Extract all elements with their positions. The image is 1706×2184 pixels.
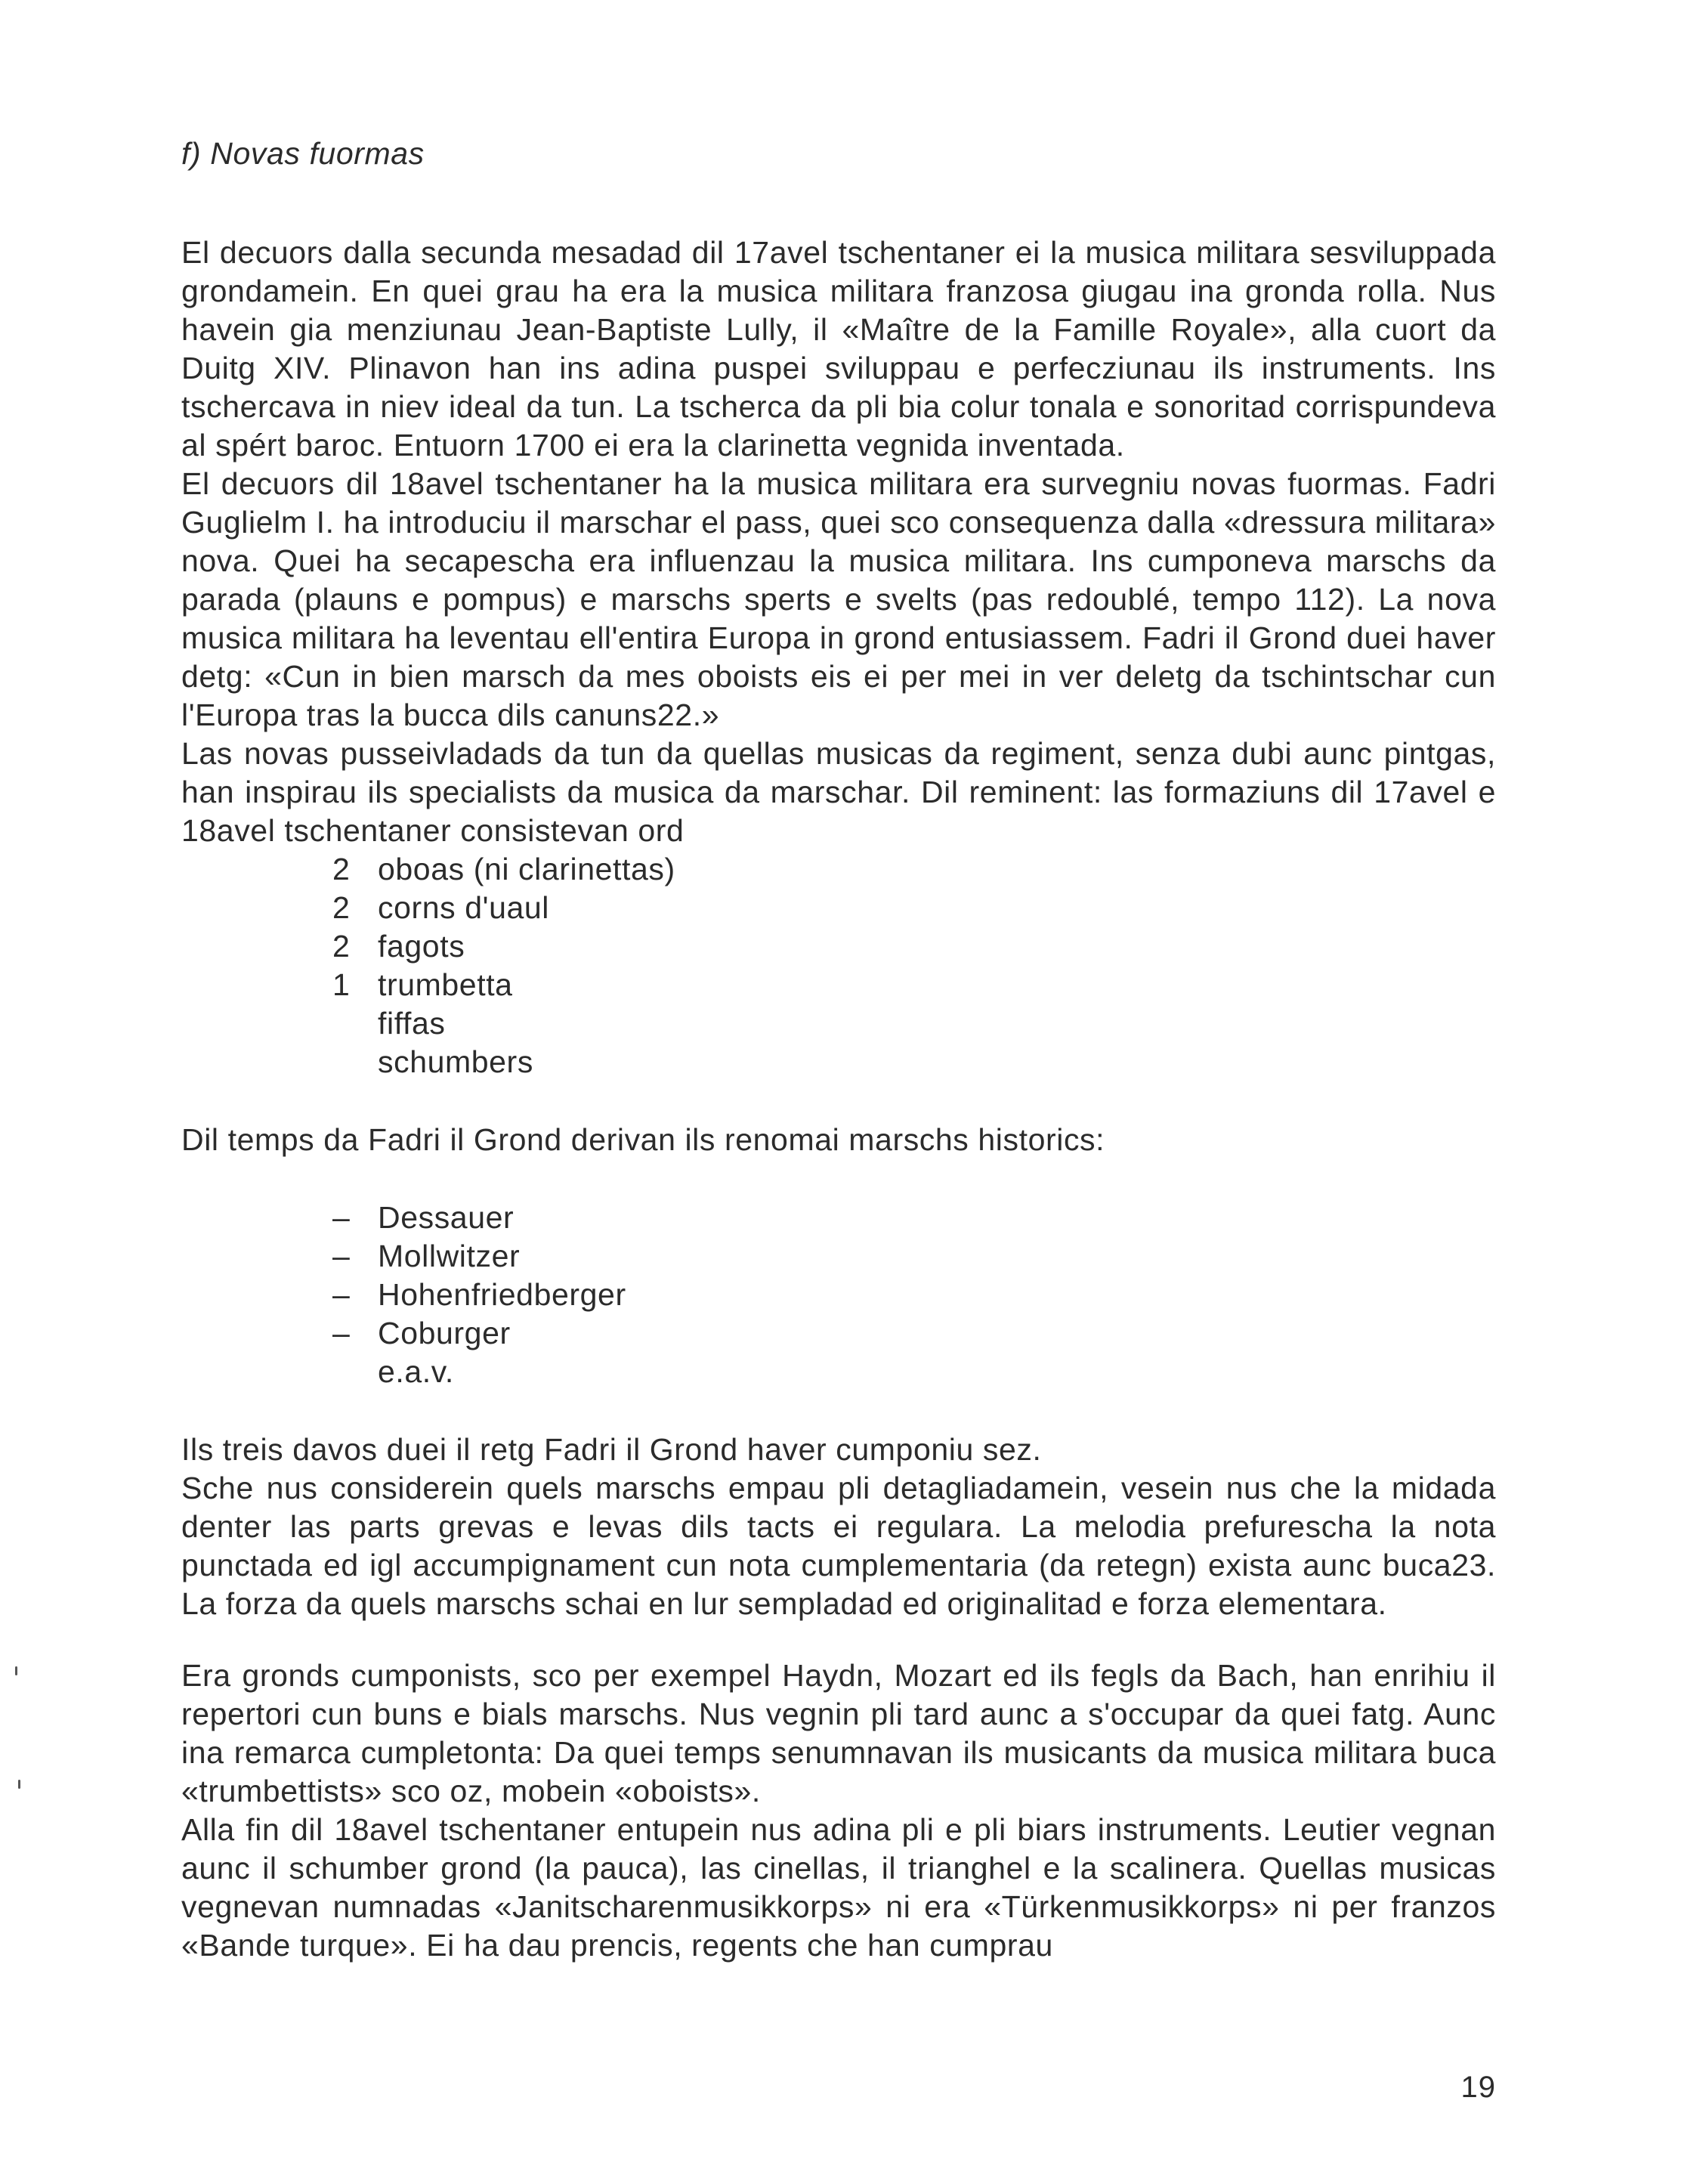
text-column bbox=[181, 135, 1496, 1965]
instrument-name: schumbers bbox=[378, 1044, 533, 1079]
instrument-name: fiffas bbox=[378, 1006, 446, 1041]
instrument-count: 2 bbox=[332, 890, 351, 925]
list-item bbox=[332, 1004, 1496, 1043]
instrument-name: fagots bbox=[378, 929, 465, 964]
paragraph-3: Las novas pusseivladads da tun da quellas musicas da regiment, senza dubi aunc pintgas, han inspirau ils specialists da musica da marschar. Dil reminent: las formaziuns dil 17avel e 18avel tschentaner consistevan ord bbox=[181, 736, 1496, 848]
march-name: Mollwitzer bbox=[378, 1239, 521, 1273]
list-item bbox=[332, 1199, 1496, 1237]
paragraph-7: Era gronds cumponists, sco per exempel Haydn, Mozart ed ils fegls da Bach, han enrihiu il repertori cun buns e bials marschs. Nus vegnin pli tard aunc a s'occupar da quei fatg. Aunc ina remarca cumpletonta: Da quei temps senumnavan ils musicants da musica militara buca «trumbettists» sco oz, mobein «oboists». bbox=[181, 1658, 1496, 1808]
instrument-count bbox=[332, 1043, 378, 1081]
list-item bbox=[332, 1276, 1496, 1314]
dash-marker bbox=[332, 1353, 378, 1391]
list-item bbox=[332, 1353, 1496, 1391]
march-name: Hohenfriedberger bbox=[378, 1277, 626, 1312]
instrument-name: oboas (ni clarinettas) bbox=[378, 852, 675, 886]
instrument-count: 1 bbox=[332, 967, 351, 1002]
instrument-name: trumbetta bbox=[378, 967, 513, 1002]
paragraph-1: El decuors dalla secunda mesadad dil 17avel tschentaner ei la musica militara sesviluppada grondamein. En quei grau ha era la musica militara franzosa giugau ina gronda rolla. Nus havein gia menziunau Jean-Baptiste Lully, il «Maître de la Famille Royale», alla cuort da Duitg XIV. Plinavon han ins adina puspei sviluppau e perfecziunau ils instruments. Ins tschercava in niev ideal da tun. La tscherca da pli bia colur tonala e sonoritad corrispundeva al spért baroc. Entuorn 1700 ei era la clarinetta vegnida inventada. bbox=[181, 235, 1496, 462]
instrument-list bbox=[181, 850, 1496, 1081]
paragraph-8: Alla fin dil 18avel tschentaner entupein nus adina pli e pli biars instruments. Leutier vegnan aunc il schumber grond (la pauca), las cinellas, il trianghel e la scalinera. Quellas musicas vegnevan numnadas «Janitscharenmusikkorps» ni era «Türkenmusikkorps» ni per franzos «Bande turque». Ei ha dau prencis, regents che han cumprau bbox=[181, 1812, 1496, 1963]
march-name: e.a.v. bbox=[378, 1354, 454, 1389]
paragraph-5: Ils treis davos duei il retg Fadri il Grond haver cumponiu sez. bbox=[181, 1432, 1042, 1467]
list-item bbox=[332, 1043, 1496, 1081]
dash-marker: – bbox=[332, 1200, 351, 1235]
page-number: 19 bbox=[1460, 2071, 1496, 2104]
march-name: Coburger bbox=[378, 1316, 511, 1350]
dash-marker: – bbox=[332, 1239, 351, 1273]
list-item bbox=[332, 1237, 1496, 1276]
paragraph-2: El decuors dil 18avel tschentaner ha la musica militara era survegniu novas fuormas. Fadri Guglielm I. ha introduciu il marschar el pass, quei sco consequenza dalla «dressura militara» nova. Quei ha secapescha era influenzau la musica militara. Ins cumponeva marschs da parada (plauns e pompus) e marschs sperts e svelts (pas redoublé, tempo 112). La nova musica militara ha leventau ell'entira Europa in grond entusiassem. Fadri il Grond duei haver detg: «Cun in bien marsch da mes oboists eis ei per mei in ver deletg da tschintschar cun l'Europa tras la bucca dils canuns22.» bbox=[181, 466, 1496, 732]
paragraph-4: Dil temps da Fadri il Grond derivan ils renomai marschs historics: bbox=[181, 1122, 1105, 1157]
instrument-count: 2 bbox=[332, 929, 351, 964]
scan-speck bbox=[15, 1666, 17, 1675]
list-item bbox=[332, 889, 1496, 927]
instrument-name: corns d'uaul bbox=[378, 890, 549, 925]
scan-speck bbox=[18, 1780, 20, 1789]
march-list bbox=[181, 1199, 1496, 1391]
list-item bbox=[332, 966, 1496, 1004]
march-name: Dessauer bbox=[378, 1200, 515, 1235]
list-item bbox=[332, 1314, 1496, 1353]
instrument-count: 2 bbox=[332, 852, 351, 886]
instrument-count bbox=[332, 1004, 378, 1043]
list-item bbox=[332, 927, 1496, 966]
dash-marker: – bbox=[332, 1316, 351, 1350]
section-heading: f) Novas fuormas bbox=[181, 136, 425, 171]
paragraph-6: Sche nus considerein quels marschs empau pli detagliadamein, vesein nus che la midada denter las parts grevas e levas dils tacts ei regulara. La melodia prefurescha la nota punctada ed igl accumpignament cun nota cumplementaria (da retegn) exista aunc buca23. La forza da quels marschs schai en lur sempladad ed originalitad e forza elementara. bbox=[181, 1471, 1496, 1621]
list-item bbox=[332, 850, 1496, 889]
dash-marker: – bbox=[332, 1277, 351, 1312]
